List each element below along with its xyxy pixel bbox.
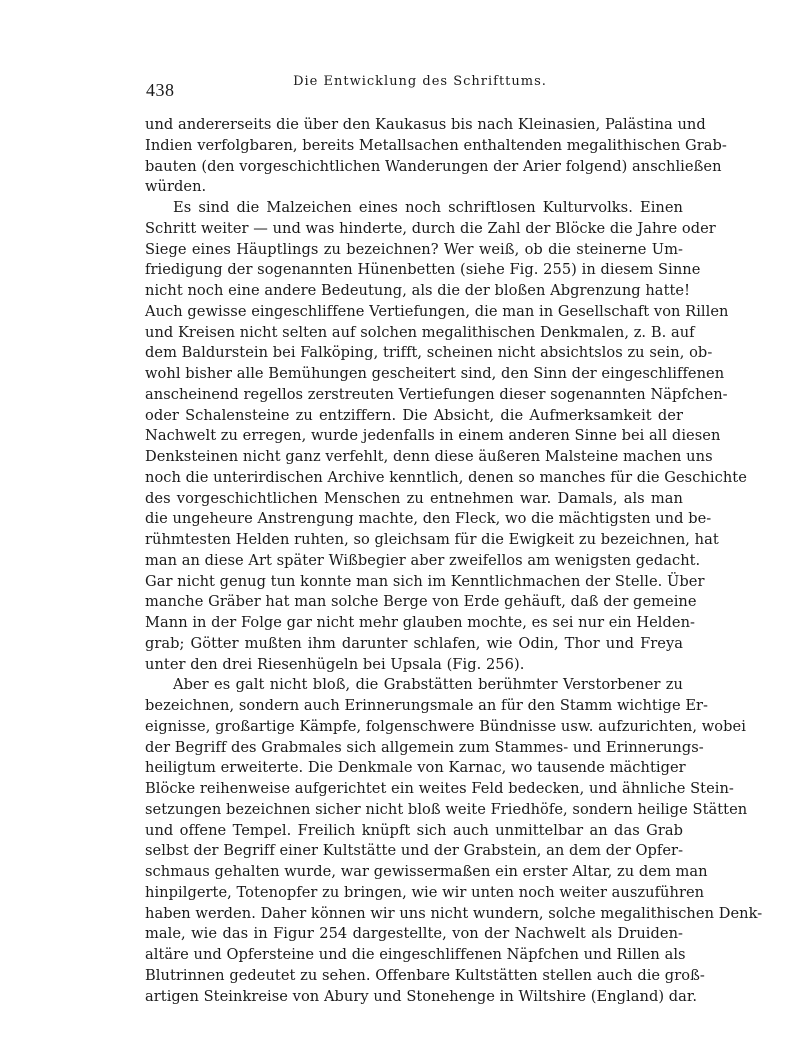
- text-line: rühmtesten Helden ruhten, so gleichsam für die Ewigkeit zu bezeichnen, hat: [145, 531, 719, 548]
- text-line: Siege eines Häuptlings zu bezeichnen? Wer weiß, ob die steinerne Um-: [145, 240, 683, 258]
- text-line: manche Gräber hat man solche Berge von Erde gehäuft, daß der gemeine: [145, 593, 697, 611]
- text-line: und andererseits die über den Kaukasus bis nach Kleinasien, Palästina und: [145, 116, 706, 133]
- text-line: noch die unterirdischen Archive kenntlich, denen so manches für die Geschichte: [145, 468, 747, 486]
- text-line: der Begriff des Grabmales sich allgemein zum Stammes- und Erinnerungs-: [145, 738, 704, 756]
- text-line: die ungeheure Anstrengung machte, den Fleck, wo die mächtigsten und be-: [145, 510, 712, 528]
- paragraph: [145, 198, 747, 675]
- text-line: wohl bisher alle Bemühungen gescheitert sind, den Sinn der eingeschliffenen: [145, 365, 725, 382]
- text-line: grab; Götter mußten ihm darunter schlafen, wie Odin, Thor und Freya: [145, 634, 683, 652]
- text-line: und offene Tempel. Freilich knüpft sich auch unmittelbar an das Grab: [145, 821, 683, 839]
- text-line: male, wie das in Figur 254 dargestellte, von der Nachwelt als Druiden-: [145, 925, 683, 943]
- text-line: Blutrinnen gedeutet zu sehen. Offenbare Kultstätten stellen auch die groß-: [145, 966, 705, 984]
- text-line: oder Schalensteine zu entziffern. Die Absicht, die Aufmerksamkeit der: [145, 406, 683, 424]
- text-line: bezeichnen, sondern auch Erinnerungsmale an für den Stamm wichtige Er-: [145, 697, 709, 714]
- text-line: Es sind die Malzeichen eines noch schriftlosen Kulturvolks. Einen: [173, 199, 683, 216]
- text-line: artigen Steinkreise von Abury und Stonehenge in Wiltshire (England) dar.: [145, 987, 698, 1005]
- text-line: man an diese Art später Wißbegier aber zweifellos am wenigsten gedacht.: [145, 551, 701, 569]
- text-line: unter den drei Riesenhügeln bei Upsala (Fig. 256).: [145, 655, 525, 673]
- text-line: Schritt weiter — und was hinderte, durch die Zahl der Blöcke die Jahre oder: [145, 219, 716, 237]
- text-line: schmaus gehalten wurde, war gewissermaßen ein erster Altar, zu dem man: [145, 863, 708, 880]
- text-line: haben werden. Daher können wir uns nicht wundern, solche megalithischen Denk-: [145, 904, 763, 922]
- text-line: und Kreisen nicht selten auf solchen megalithischen Denkmalen, z. B. auf: [145, 323, 695, 341]
- text-line: setzungen bezeichnen sicher nicht bloß weite Friedhöfe, sondern heilige Stätten: [145, 800, 748, 818]
- page-number: 438: [146, 80, 175, 100]
- text-line: friedigung der sogenannten Hünenbetten (siehe Fig. 255) in diesem Sinne: [145, 261, 701, 279]
- text-line: Aber es galt nicht bloß, die Grabstätten berühmter Verstorbener zu: [173, 676, 683, 694]
- text-line: bauten (den vorgeschichtlichen Wanderungen der Arier folgend) anschließen: [145, 157, 722, 175]
- body-text: [145, 115, 763, 1007]
- text-line: eignisse, großartige Kämpfe, folgenschwere Bündnisse usw. aufzurichten, wobei: [145, 717, 746, 735]
- paragraph: [145, 675, 763, 1007]
- text-line: Auch gewisse eingeschliffene Vertiefungen, die man in Gesellschaft von Rillen: [145, 302, 729, 320]
- paragraph: [145, 115, 727, 198]
- text-line: dem Baldurstein bei Falköping, trifft, scheinen nicht absichtslos zu sein, ob-: [145, 344, 713, 362]
- text-line: anscheinend regellos zerstreuten Vertiefungen dieser sogenannten Näpfchen-: [145, 385, 728, 403]
- text-line: heiligtum erweiterte. Die Denkmale von Karnac, wo tausende mächtiger: [145, 759, 686, 777]
- text-line: Mann in der Folge gar nicht mehr glauben mochte, es sei nur ein Helden-: [145, 614, 696, 631]
- text-line: Denksteinen nicht ganz verfehlt, denn diese äußeren Malsteine machen uns: [145, 448, 713, 465]
- text-line: altäre und Opfersteine und die eingeschliffenen Näpfchen und Rillen als: [145, 946, 686, 963]
- text-line: Blöcke reihenweise aufgerichtet ein weites Feld bedecken, und ähnliche Stein-: [145, 780, 734, 797]
- text-line: selbst der Begriff einer Kultstätte und der Grabstein, an dem der Opfer-: [145, 842, 684, 860]
- text-line: Gar nicht genug tun konnte man sich im Kenntlichmachen der Stelle. Über: [145, 572, 705, 590]
- text-line: Indien verfolgbaren, bereits Metallsachen enthaltenden megalithischen Grab-: [145, 136, 727, 154]
- text-line: würden.: [145, 178, 207, 196]
- text-line: Nachwelt zu erregen, wurde jedenfalls in einem anderen Sinne bei all diesen: [145, 427, 721, 445]
- text-line: des vorgeschichtlichen Menschen zu entnehmen war. Damals, als man: [145, 489, 683, 507]
- running-head: Die Entwicklung des Schrifttums.: [293, 74, 547, 89]
- text-line: nicht noch eine andere Bedeutung, als die der bloßen Abgrenzung hatte!: [145, 282, 690, 299]
- text-line: hinpilgerte, Totenopfer zu bringen, wie wir unten noch weiter auszuführen: [145, 883, 705, 901]
